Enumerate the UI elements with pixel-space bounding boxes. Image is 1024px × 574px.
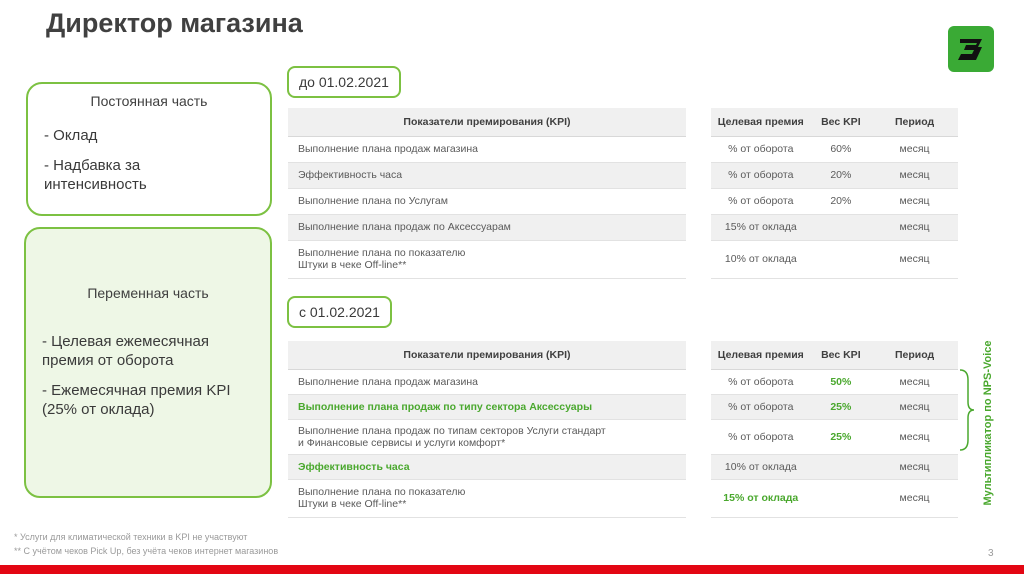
table-row xyxy=(711,369,958,394)
kpi-name-line: Выполнение плана по показателю xyxy=(298,486,466,498)
kpi-name-line: Штуки в чеке Off-line** xyxy=(298,259,407,271)
table-row xyxy=(288,369,686,394)
page-number: 3 xyxy=(988,548,994,559)
period-cell: месяц xyxy=(871,479,958,517)
kpi-name-line: и Финансовые сервисы и услуги комфорт* xyxy=(298,436,506,449)
fixed-part-heading: Постоянная часть xyxy=(90,93,208,109)
kpi-name: Выполнение плана продаж магазина xyxy=(288,369,686,394)
kpi-name-line: Выполнение плана по показателю xyxy=(298,247,466,259)
weight-cell: 20% xyxy=(811,188,872,214)
multiplier-label: Мультипликатор по NPS-Voice xyxy=(982,340,994,506)
period-cell: месяц xyxy=(871,454,958,479)
period-cell: месяц xyxy=(871,369,958,394)
table-row xyxy=(288,394,686,419)
table-row xyxy=(288,214,686,240)
period-cell: месяц xyxy=(871,162,958,188)
weight-cell: 60% xyxy=(811,136,872,162)
target-cell: % от оборота xyxy=(711,188,811,214)
fixed-item-salary: - Оклад xyxy=(44,127,98,144)
weight-cell: 25% xyxy=(811,419,872,454)
fixed-item-intensity-bonus: - Надбавка за интенсивность xyxy=(44,157,147,193)
kpi-name xyxy=(288,419,686,454)
variable-item-target-bonus: - Целевая ежемесячная премия от оборота xyxy=(42,333,210,369)
weight-cell xyxy=(811,214,872,240)
target-cell: % от оборота xyxy=(711,394,811,419)
kpi-name-line: Выполнение плана продаж по типам секторов Услуги стандарт xyxy=(298,424,606,437)
table-row xyxy=(288,240,686,278)
table-row xyxy=(711,454,958,479)
table-row xyxy=(711,136,958,162)
kpi-name-line: Штуки в чеке Off-line** xyxy=(298,498,407,510)
fixed-part-box xyxy=(26,82,272,216)
header-weight: Вес KPI xyxy=(811,341,872,369)
table-row xyxy=(711,162,958,188)
kpi-name: Выполнение плана продаж магазина xyxy=(288,136,686,162)
weight-cell xyxy=(811,479,872,517)
target-cell: 15% от оклада xyxy=(711,479,811,517)
table-row xyxy=(288,162,686,188)
kpi-name xyxy=(288,479,686,517)
table-row xyxy=(288,188,686,214)
header-period: Период xyxy=(871,108,958,136)
table-row xyxy=(711,214,958,240)
period-cell: месяц xyxy=(871,419,958,454)
weight-cell: 20% xyxy=(811,162,872,188)
date-tag-after: с 01.02.2021 xyxy=(287,296,392,328)
target-cell: % от оборота xyxy=(711,369,811,394)
weight-cell xyxy=(811,454,872,479)
kpi-values-table-after xyxy=(711,341,958,518)
weight-cell: 50% xyxy=(811,369,872,394)
table-row xyxy=(288,419,686,454)
weight-cell: 25% xyxy=(811,394,872,419)
logo-mark-icon xyxy=(954,32,988,66)
kpi-header: Показатели премирования (KPI) xyxy=(288,341,686,369)
target-cell: % от оборота xyxy=(711,136,811,162)
table-row xyxy=(288,479,686,517)
target-cell: 10% от оклада xyxy=(711,454,811,479)
table-row xyxy=(711,188,958,214)
target-cell: % от оборота xyxy=(711,419,811,454)
target-cell: % от оборота xyxy=(711,162,811,188)
variable-part-heading: Переменная часть xyxy=(87,285,209,301)
header-target: Целевая премия xyxy=(711,108,811,136)
page-title: Директор магазина xyxy=(46,8,303,38)
footnote-1: * Услуги для климатической техники в KPI не участвуют xyxy=(14,532,248,542)
kpi-name: Эффективность часа xyxy=(288,454,686,479)
table-row xyxy=(711,479,958,517)
weight-cell xyxy=(811,240,872,278)
kpi-name: Эффективность часа xyxy=(288,162,686,188)
period-cell: месяц xyxy=(871,188,958,214)
target-cell: 10% от оклада xyxy=(711,240,811,278)
table-row xyxy=(288,136,686,162)
kpi-table-after xyxy=(288,341,686,518)
multiplier-label-wrap xyxy=(968,318,1008,528)
variable-item-kpi-bonus: - Ежемесячная премия KPI (25% от оклада) xyxy=(42,382,231,418)
table-row xyxy=(711,240,958,278)
target-cell: 15% от оклада xyxy=(711,214,811,240)
kpi-name: Выполнение плана продаж по типу сектора Аксессуары xyxy=(288,394,686,419)
variable-part-box xyxy=(24,227,272,498)
date-tag-before: до 01.02.2021 xyxy=(287,66,401,98)
header-weight: Вес KPI xyxy=(811,108,872,136)
table-row xyxy=(711,394,958,419)
period-cell: месяц xyxy=(871,136,958,162)
kpi-values-table-before xyxy=(711,108,958,279)
bottom-accent-bar xyxy=(0,565,1024,574)
brand-logo xyxy=(948,26,994,72)
period-cell: месяц xyxy=(871,214,958,240)
period-cell: месяц xyxy=(871,394,958,419)
kpi-header: Показатели премирования (KPI) xyxy=(288,108,686,136)
kpi-name: Выполнение плана по Услугам xyxy=(288,188,686,214)
period-cell: месяц xyxy=(871,240,958,278)
header-target: Целевая премия xyxy=(711,341,811,369)
header-period: Период xyxy=(871,341,958,369)
kpi-name xyxy=(288,240,686,278)
footnote-2: ** С учётом чеков Pick Up, без учёта чеков интернет магазинов xyxy=(14,546,279,556)
table-row xyxy=(711,419,958,454)
table-row xyxy=(288,454,686,479)
kpi-name: Выполнение плана продаж по Аксессуарам xyxy=(288,214,686,240)
kpi-table-before xyxy=(288,108,686,279)
